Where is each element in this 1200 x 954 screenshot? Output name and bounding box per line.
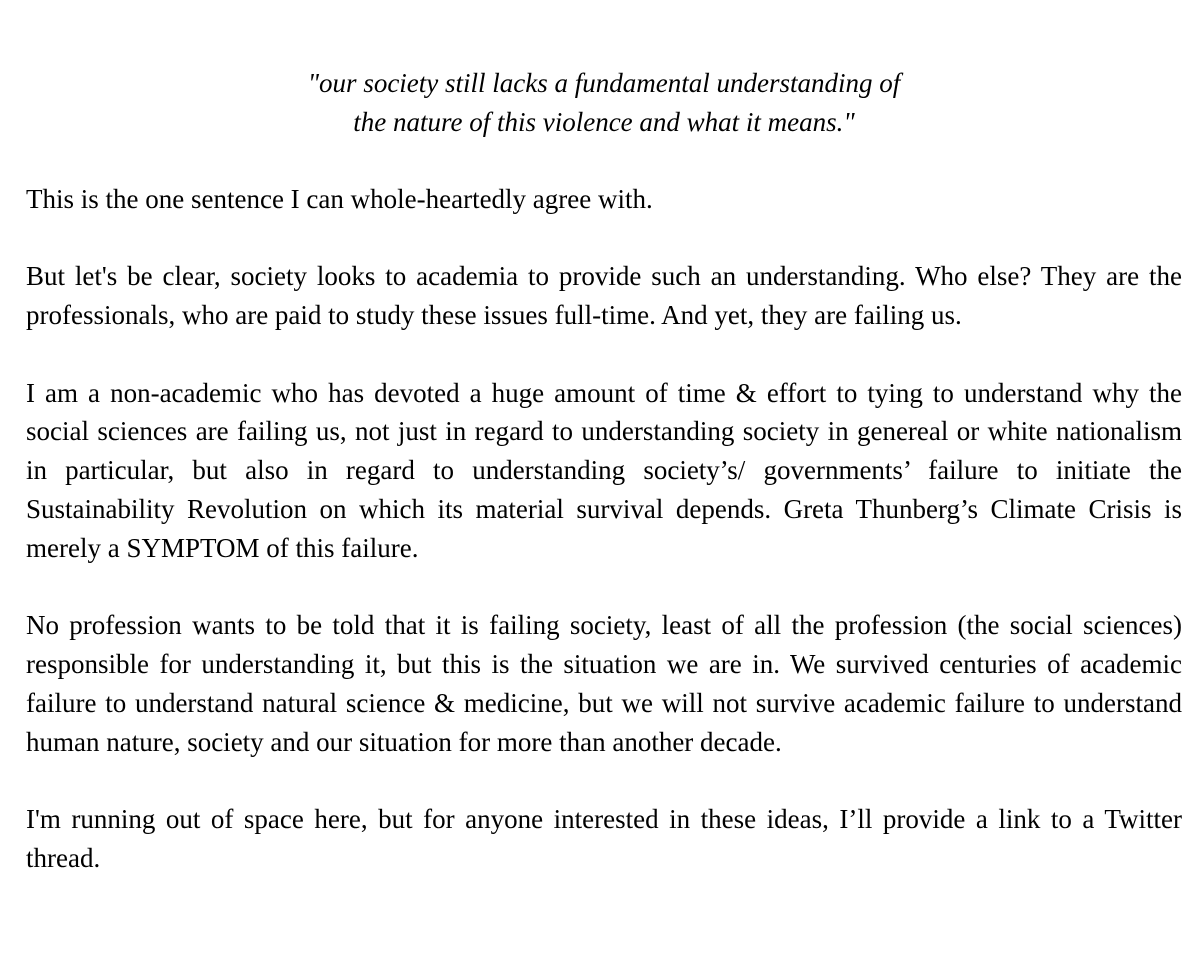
- quote-line-1: "our society still lacks a fundamental understanding of: [307, 68, 901, 98]
- paragraph-non-academic: I am a non-academic who has devoted a huge amount of time & effort to tying to understand why the social sciences are failing us, not just in regard to understanding society in genereal or white nationalism in particular, but also in regard to understanding society’s/ governments’ failure to initiate the Sustainability Revolution on which its material survival depends. Greta Thunberg’s Climate Crisis is merely a SYMPTOM of this failure.: [26, 377, 1182, 563]
- paragraph-academia: But let's be clear, society looks to academia to provide such an understanding. Who else? They are the professionals, who are paid to study these issues full-time. And yet, they are failing us.: [26, 261, 1182, 330]
- paragraph-closing: I'm running out of space here, but for anyone interested in these ideas, I’ll provide a link to a Twitter thread.: [26, 804, 1182, 874]
- paragraph-profession: No profession wants to be told that it is failing society, least of all the profession (the social sciences) responsible for understanding it, but this is the situation we are in. We survived centuries of academic failure to understand natural science & medicine, but we will not survive academic failure to understand human nature, society and our situation for more than another decade.: [26, 610, 1182, 757]
- quote-line-2: the nature of this violence and what it means.": [353, 106, 855, 137]
- document: [26, 64, 1182, 878]
- paragraph-agreement: This is the one sentence I can whole-heartedly agree with.: [26, 183, 653, 214]
- block-quote: [26, 64, 1182, 142]
